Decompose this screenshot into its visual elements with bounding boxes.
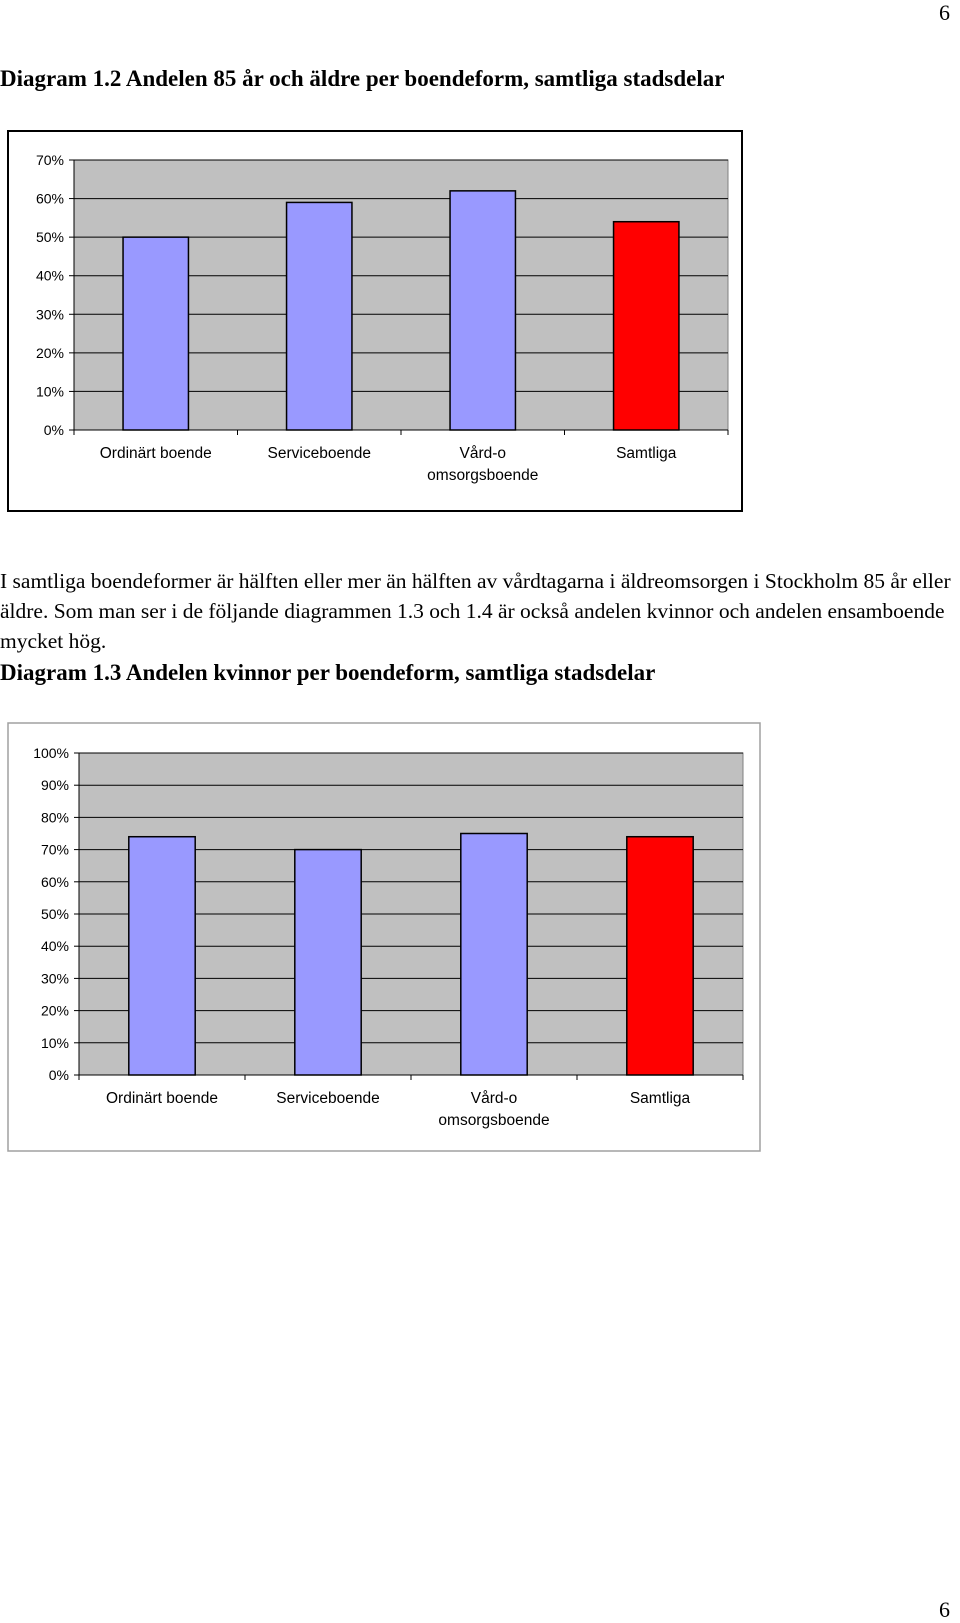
bar-3 xyxy=(627,837,693,1075)
x-category-label: Samtliga xyxy=(629,1090,691,1107)
y-tick-label: 40% xyxy=(35,267,64,284)
x-category-label: Vård-o xyxy=(459,445,507,462)
y-tick-label: 0% xyxy=(48,1067,69,1083)
x-category-label: Serviceboende xyxy=(267,445,371,462)
y-tick-label: 100% xyxy=(33,745,69,761)
y-tick-label: 40% xyxy=(40,938,69,955)
chart-2 xyxy=(7,722,761,1152)
y-tick-label: 50% xyxy=(40,906,69,922)
chart-1 xyxy=(7,130,743,512)
y-tick-label: 50% xyxy=(35,229,64,246)
y-tick-label: 0% xyxy=(43,422,64,438)
x-category-label: Ordinärt boende xyxy=(105,1090,219,1107)
y-tick-label: 20% xyxy=(35,344,64,361)
chart-1-container xyxy=(7,130,743,517)
bar-2 xyxy=(461,834,527,1076)
chart-2-container xyxy=(7,722,761,1157)
y-tick-label: 70% xyxy=(40,841,69,858)
x-category-label: Samtliga xyxy=(616,445,677,462)
y-tick-label: 90% xyxy=(40,777,69,794)
page-number-top: 6 xyxy=(939,0,950,25)
bar-1 xyxy=(287,202,352,430)
y-tick-label: 10% xyxy=(35,383,64,400)
x-category-label: omsorgsboende xyxy=(427,467,539,484)
bar-2 xyxy=(450,191,515,430)
y-tick-label: 20% xyxy=(40,1002,69,1019)
x-category-label: Serviceboende xyxy=(276,1090,380,1107)
bar-0 xyxy=(123,237,188,430)
x-category-label: Ordinärt boende xyxy=(99,445,212,462)
y-tick-label: 60% xyxy=(40,873,69,890)
bar-0 xyxy=(129,837,195,1075)
y-tick-label: 30% xyxy=(35,306,64,323)
diagram-2-heading: Diagram 1.3 Andelen kvinnor per boendeform, samtliga stadsdelar xyxy=(0,660,656,685)
body-paragraph: I samtliga boendeformer är hälften eller mer än hälften av vårdtagarna i äldreomsorgen i Stockholm 85 år eller äldre. Som man ser i de följande diagrammen 1.3 och 1.4 är också andelen kvinnor och andelen ensamboende mycket hög. xyxy=(0,569,951,653)
diagram-1-heading: Diagram 1.2 Andelen 85 år och äldre per boendeform, samtliga stadsdelar xyxy=(0,66,725,91)
bar-3 xyxy=(614,222,679,430)
y-tick-label: 70% xyxy=(35,152,64,168)
x-category-label: Vård-o xyxy=(470,1090,518,1107)
y-tick-label: 10% xyxy=(40,1034,69,1051)
bar-1 xyxy=(295,850,361,1075)
y-tick-label: 80% xyxy=(40,809,69,826)
page-number-bottom: 6 xyxy=(939,1597,950,1622)
y-tick-label: 30% xyxy=(40,970,69,987)
x-category-label: omsorgsboende xyxy=(438,1112,550,1129)
y-tick-label: 60% xyxy=(35,190,64,207)
